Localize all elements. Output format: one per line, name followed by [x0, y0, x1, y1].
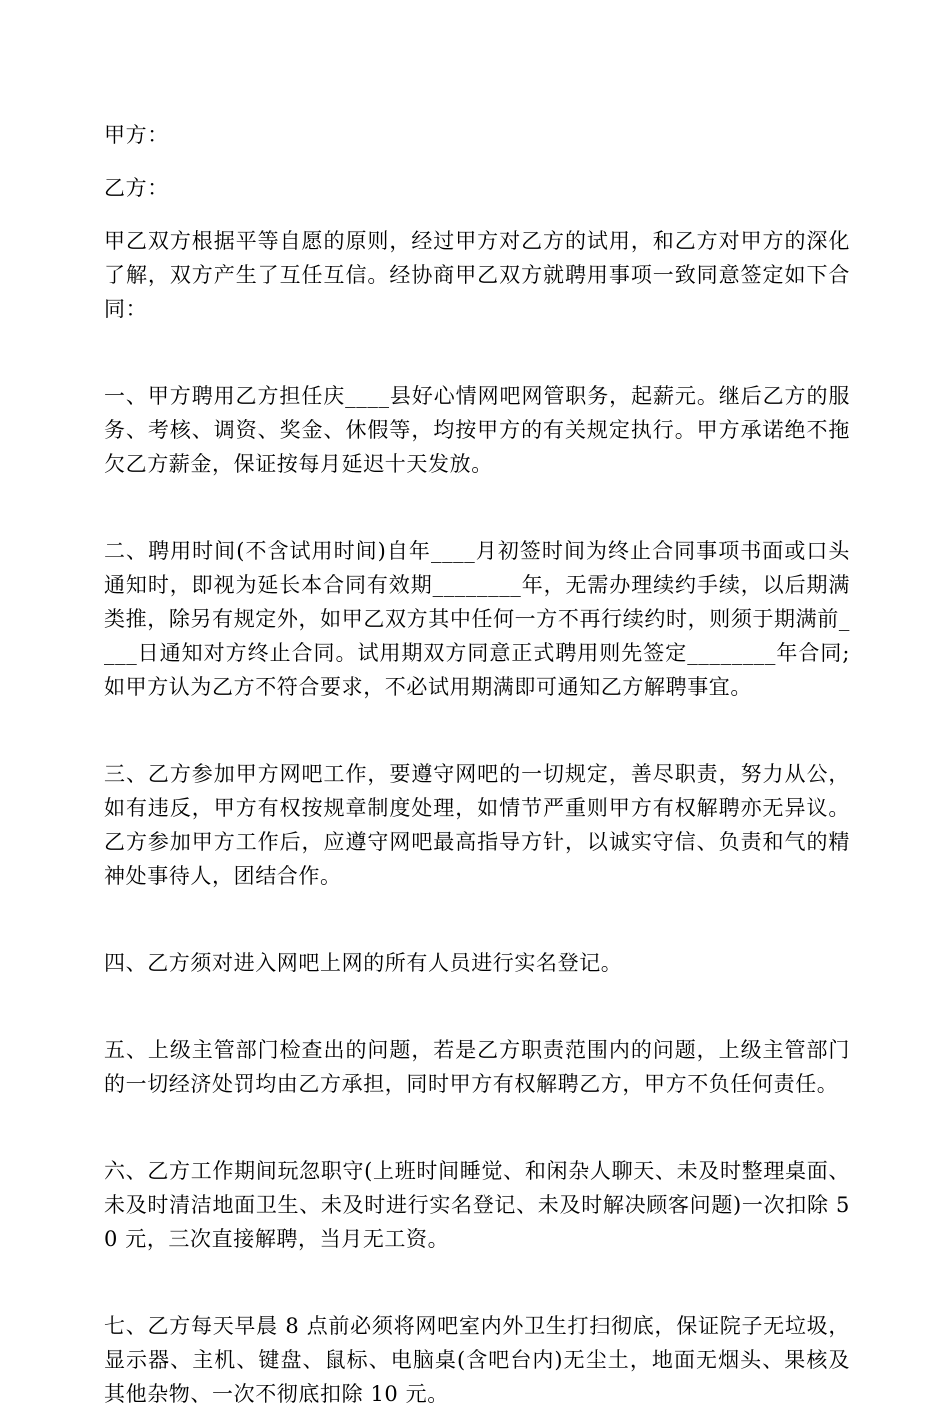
intro-paragraph: 甲乙双方根据平等自愿的原则，经过甲方对乙方的试用，和乙方对甲方的深化了解，双方产生了互任互信。经协商甲乙双方就聘用事项一致同意签定如下合同： — [104, 229, 850, 321]
party-b-label: 乙方： — [104, 176, 169, 200]
clause-7: 七、乙方每天早晨 8 点前必须将网吧室内外卫生打扫彻底，保证院子无垃圾，显示器、主机、键盘、鼠标、电脑桌(含吧台内)无尘土，地面无烟头、果核及其他杂物、一次不彻底扣除 10 元。 — [104, 1314, 850, 1406]
clause-6: 六、乙方工作期间玩忽职守(上班时间睡觉、和闲杂人聊天、未及时整理桌面、未及时清洁地面卫生、未及时进行实名登记、未及时解决顾客问题)一次扣除 50 元，三次直接解聘，当月无工资。 — [104, 1159, 850, 1251]
party-a-label: 甲方： — [104, 123, 169, 147]
clause-3: 三、乙方参加甲方网吧工作，要遵守网吧的一切规定，善尽职责，努力从公，如有违反，甲方有权按规章制度处理，如情节严重则甲方有权解聘亦无异议。乙方参加甲方工作后，应遵守网吧最高指导方针，以诚实守信、负责和气的精神处事待人，团结合作。 — [104, 762, 850, 888]
clause-1: 一、甲方聘用乙方担任庆____县好心情网吧网管职务，起薪元。继后乙方的服务、考核、调资、奖金、休假等，均按甲方的有关规定执行。甲方承诺绝不拖欠乙方薪金，保证按每月延迟十天发放。 — [104, 384, 850, 476]
clause-4: 四、乙方须对进入网吧上网的所有人员进行实名登记。 — [104, 951, 623, 975]
contract-body — [104, 118, 850, 1411]
clause-2: 二、聘用时间(不含试用时间)自年____月初签时间为终止合同事项书面或口头通知时，即视为延长本合同有效期________年，无需办理续约手续，以后期满类推，除另有规定外，如甲乙双方其中任何一方不再行续约时，则须于期满前____日通知对方终止合同。试用期双方同意正式聘用则先签定________年合同;如甲方认为乙方不符合要求，不必试用期满即可通知乙方解聘事宜。 — [104, 539, 850, 699]
clause-5: 五、上级主管部门检查出的问题，若是乙方职责范围内的问题，上级主管部门的一切经济处罚均由乙方承担，同时甲方有权解聘乙方，甲方不负任何责任。 — [104, 1038, 850, 1096]
